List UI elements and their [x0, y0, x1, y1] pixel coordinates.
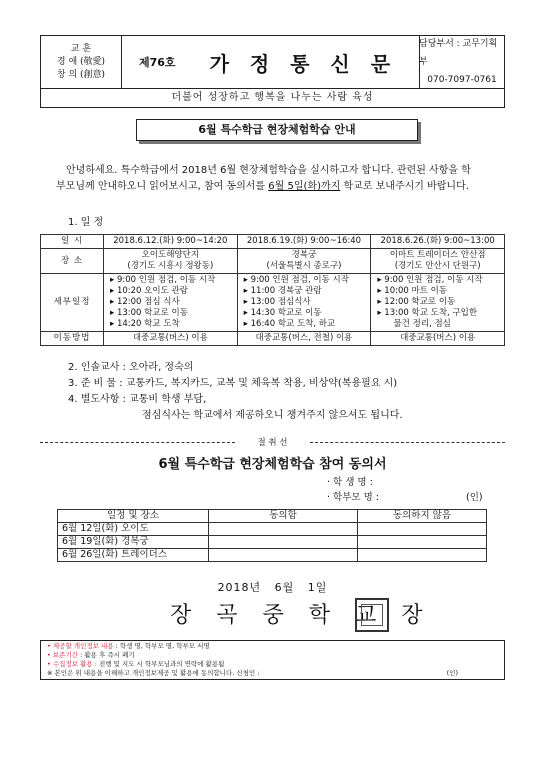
- itinerary-item: ▸ 13:00 학교로 이동: [110, 308, 188, 318]
- itinerary-item: ▸ 9:00 인원 점검, 이동 시작: [377, 275, 483, 285]
- table-header-row: [58, 510, 487, 523]
- slogan: 더불어 성장하고 행복을 나누는 사람 육성: [40, 89, 505, 108]
- schedule-option: 6월 19일(화) 경복궁: [58, 536, 209, 549]
- place-address: (경기도 시흥시 정왕동): [127, 261, 214, 271]
- itinerary-item: ▸ 11:00 경복궁 관람: [243, 286, 322, 296]
- schedule-table: [40, 234, 505, 346]
- section-schedule-heading: 1. 일 정: [68, 217, 104, 228]
- issue-number: 제76호: [139, 56, 176, 69]
- itinerary-item: ▸ 13:00 학교 도착, 구입한: [377, 308, 478, 318]
- table-cell: 2018.6.12.(화) 9:00~14:20: [104, 235, 238, 249]
- intro-text: 학교로 보내주시기 바랍니다.: [340, 181, 469, 192]
- consent-statement: ※ 본인은 위 내용을 이해하고 개인정보제공 및 활용에 동의합니다. 신청인 :: [47, 669, 260, 677]
- column-header: 동의하지 않음: [358, 510, 487, 523]
- table-cell: [104, 249, 238, 274]
- privacy-line: [47, 660, 498, 669]
- deadline-text: 6월 5일(화)까지: [268, 181, 341, 192]
- table-row: [41, 235, 505, 249]
- itinerary-item: ▸ 9:00 인원 점검, 이동 시작: [110, 275, 216, 285]
- intro-paragraph: [56, 163, 496, 195]
- itinerary-item: ▸ 14:20 학교 도착: [110, 319, 180, 329]
- intro-line: 안녕하세요. 특수학급에서 2018년 6월 현장체험학습을 실시하고자 합니다. 관련된 사항을 학: [66, 165, 471, 176]
- dashed-divider: [310, 442, 505, 443]
- table-cell: 대중교통(버스) 이용: [371, 332, 505, 346]
- privacy-value: : 진행 및 지도 시 학부모님과의 연락에 활용됨: [92, 660, 225, 668]
- disagree-cell[interactable]: [358, 549, 487, 562]
- place-name: 오이도해양단지: [141, 250, 200, 260]
- itinerary-item: ▸ 10:20 오이도 관람: [110, 286, 188, 296]
- disagree-cell[interactable]: [358, 536, 487, 549]
- column-header: 일정 및 장소: [58, 510, 209, 523]
- masthead-area: [121, 36, 420, 88]
- notice-title: 6월 특수학급 현장체험학습 안내: [136, 119, 418, 141]
- itinerary-item: ▸ 12:00 학교로 이동: [377, 297, 456, 307]
- place-address: (경기도 안산시 단원구): [394, 261, 481, 271]
- agree-cell[interactable]: [209, 549, 358, 562]
- itinerary-cell: [104, 274, 238, 332]
- itinerary-cell: [371, 274, 505, 332]
- privacy-value: : 활용 후 즉시 폐기: [78, 651, 135, 659]
- table-cell: 2018.6.19.(화) 9:00~16:40: [237, 235, 371, 249]
- itinerary-cell: [237, 274, 371, 332]
- table-row: [41, 274, 505, 332]
- row-label: 일 시: [41, 235, 104, 249]
- intro-text: 부모님께 안내하오니 읽어보시고, 참여 동의서를: [56, 181, 269, 192]
- privacy-label: • 보존기간: [47, 651, 79, 659]
- student-name-label: · 학 생 명 :: [327, 477, 373, 488]
- column-header: 동의함: [209, 510, 358, 523]
- table-cell: [237, 249, 371, 274]
- place-name: 경복궁: [291, 250, 317, 260]
- signature-mark: (인): [466, 492, 483, 503]
- privacy-label: • 수집정보 활용: [47, 660, 93, 668]
- cut-line: [40, 436, 505, 448]
- cut-label: 절 취 선: [257, 438, 288, 448]
- motto-line: 창 의 (創意): [56, 69, 106, 80]
- issue-date: 2018년 6월 1일: [217, 581, 328, 594]
- privacy-notice: [40, 640, 505, 680]
- notes-line: 4. 별도사항 : 교통비 학생 부담,: [68, 394, 207, 405]
- consent-form-title: 6월 특수학급 현장체험학습 참여 동의서: [158, 457, 387, 472]
- newsletter-header: [40, 35, 505, 89]
- school-motto: [41, 36, 122, 88]
- table-row: [58, 523, 487, 536]
- disagree-cell[interactable]: [358, 523, 487, 536]
- table-cell: 대중교통(버스) 이용: [104, 332, 238, 346]
- row-label: 장 소: [41, 249, 104, 274]
- itinerary-item: ▸ 9:00 인원 점검, 이동 시작: [243, 275, 349, 285]
- phone-number: 070-7097-0761: [427, 75, 497, 85]
- privacy-line: [47, 669, 498, 678]
- itinerary-item: ▸ 13:00 점심식사: [243, 297, 311, 307]
- masthead-title: 가 정 통 신 문: [209, 51, 398, 76]
- row-label: 이동방법: [41, 332, 104, 346]
- table-row: [58, 536, 487, 549]
- teacher-line: 2. 인솔교사 : 오아라, 정숙의: [68, 362, 194, 373]
- table-cell: 대중교통(버스, 전철) 이용: [237, 332, 371, 346]
- agree-cell[interactable]: [209, 523, 358, 536]
- contact-info: [419, 36, 505, 88]
- itinerary-item: ▸ 16:40 학교 도착, 하교: [243, 319, 336, 329]
- consent-table: [57, 509, 487, 562]
- itinerary-item: ▸ 10:00 마트 이동: [377, 286, 448, 296]
- table-row: [58, 549, 487, 562]
- table-cell: 2018.6.26.(화) 9:00~13:00: [371, 235, 505, 249]
- supplies-line: 3. 준 비 물 : 교통카드, 복지카드, 교복 및 체육복 착용, 비상약(복용필요 시): [68, 378, 398, 389]
- agree-cell[interactable]: [209, 536, 358, 549]
- privacy-label: • 제공할 개인정보 내용: [47, 642, 114, 650]
- table-cell: [371, 249, 505, 274]
- official-seal-icon: [355, 598, 389, 632]
- notes-line-continued: 점심식사는 학교에서 제공하오니 챙겨주지 않으셔도 됩니다.: [142, 410, 403, 421]
- row-label: 세부일정: [41, 274, 104, 332]
- intro-line: [56, 179, 496, 195]
- place-address: (서울특별시 종로구): [266, 261, 342, 271]
- privacy-line: [47, 651, 498, 660]
- itinerary-item: ▸ 12:00 점심 식사: [110, 297, 180, 307]
- motto-line: 경 애 (敬愛): [56, 56, 106, 67]
- schedule-option: 6월 26일(화) 트레이더스: [58, 549, 209, 562]
- schedule-option: 6월 12일(화) 오이도: [58, 523, 209, 536]
- itinerary-item: ▸ 14:30 학교로 이동: [243, 308, 322, 318]
- motto-line: 교 훈: [70, 43, 92, 54]
- parent-name-label: · 학부모 명 :: [327, 492, 379, 503]
- dashed-divider: [40, 442, 235, 443]
- signature-mark: (인): [446, 669, 458, 677]
- table-row: [41, 249, 505, 274]
- table-row: [41, 332, 505, 346]
- place-name: 이마트 트레이더스 안산점: [389, 250, 486, 260]
- privacy-line: [47, 642, 498, 651]
- principal-signature: 장 곡 중 학 교 장: [170, 603, 432, 628]
- privacy-value: : 학생 명, 학부모 명, 학부모 서명: [113, 642, 210, 650]
- department: 담당부서 : 교무기획부: [419, 39, 498, 67]
- itinerary-item: 물건 정리, 점심: [377, 319, 451, 329]
